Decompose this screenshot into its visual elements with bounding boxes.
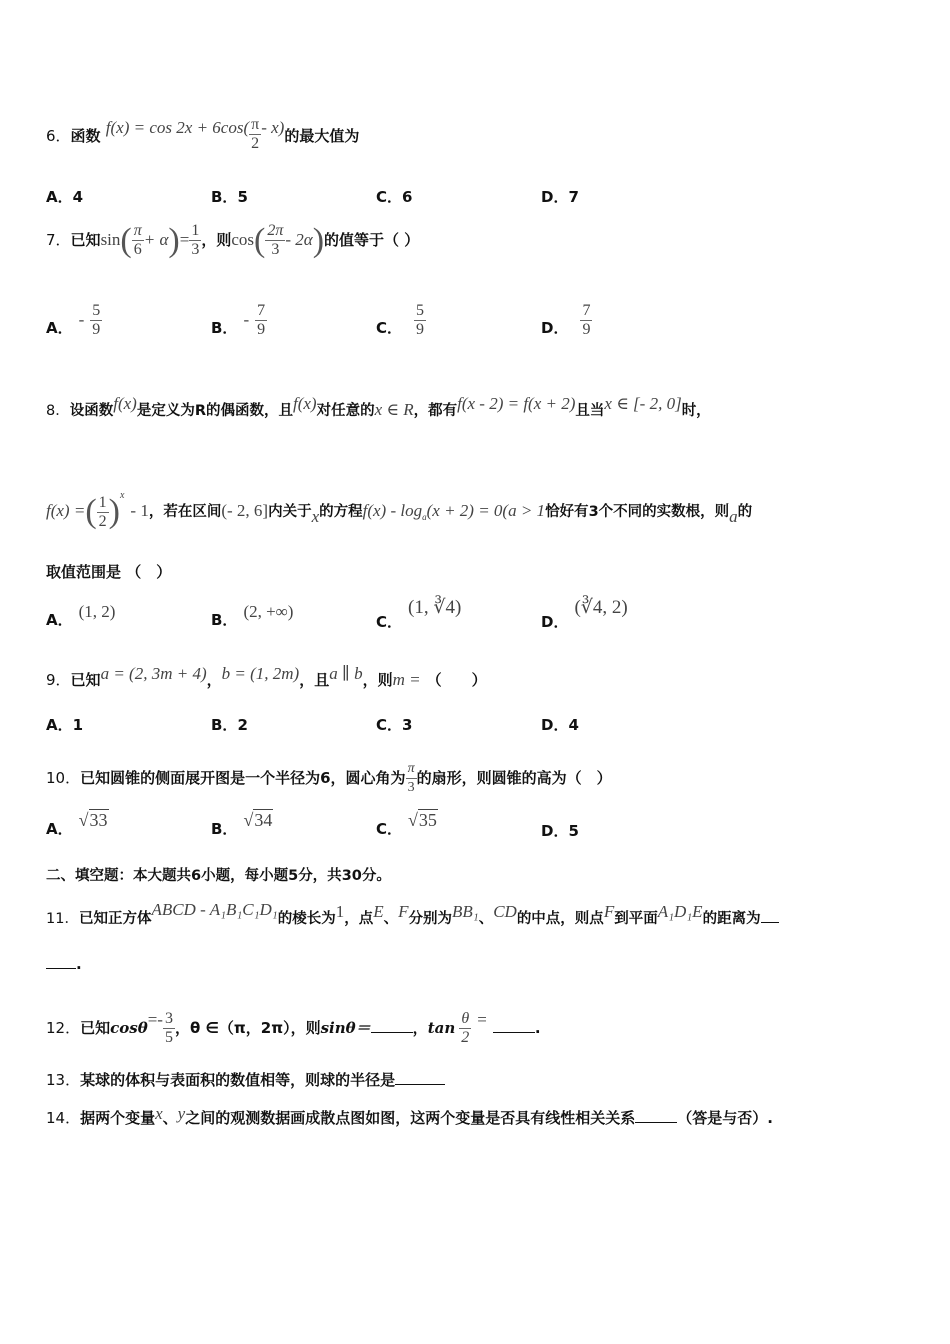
formula: (- 2, 6] <box>221 501 269 520</box>
question-10: 10．已知圆锥的侧面展开图是一个半径为6，圆心角为 $\frac{\pi}{3}$ 的扇形，则圆锥的高为（ ） <box>46 761 612 795</box>
question-14: 14．据两个变量x、y之间的观测数据画成散点图如图，这两个变量是否具有线性相关关系 （答是与否）. <box>46 1104 773 1127</box>
formula: f(x) <box>293 394 317 413</box>
question-number: 7． <box>46 231 71 249</box>
option-c[interactable]: C． √35 <box>376 810 437 838</box>
fraction: $\frac{2\pi}{3}$ <box>267 222 284 258</box>
option-d[interactable]: D．5 <box>541 822 579 840</box>
formula: ABCD - A₁B₁C₁D₁ <box>151 900 278 919</box>
option-a[interactable]: A．1 <box>46 716 84 734</box>
option-d[interactable]: D．(∛4, 2) <box>541 597 628 631</box>
question-7: 7．已知sin( $\frac{\pi}{6}$ + α)= $\frac{1}{3}$ ，则cos( $\frac{2\pi}{3}$ - 2α)的值等于（ ） <box>46 221 420 259</box>
option-a[interactable]: A．4 <box>46 188 84 206</box>
answer-blank[interactable] <box>395 1084 445 1085</box>
question-number: 9． <box>46 671 71 689</box>
question-text: 的值等于（ ） <box>324 231 420 249</box>
question-12: 12．已知cosθ=- $\frac{3}{5}$ ，θ ∈（π，2π），则sinθ＝ ，tan $\frac{\theta}{2}$ = . <box>46 1010 541 1046</box>
question-8-line-1: 8．设函数f(x)是定义为R的偶函数，且f(x)对任意的x ∈ R，都有f(x - 2) = f(x + 2)且当x ∈ [- 2, 0]时， <box>46 394 711 419</box>
formula: f(x) - log <box>362 501 423 520</box>
fraction: $\frac{\pi}{6}$ <box>133 222 142 258</box>
option-a[interactable]: A． (1, 2) <box>46 602 116 629</box>
question-text: 已知 <box>70 231 101 249</box>
answer-blank-tan[interactable] <box>493 1032 535 1033</box>
formula: - x) <box>261 118 285 137</box>
option-c[interactable]: C．3 <box>376 716 413 734</box>
question-number: 8． <box>46 403 70 419</box>
formula: cos <box>231 230 255 249</box>
option-a[interactable]: A． √33 <box>46 810 108 838</box>
option-a[interactable]: A． - $\frac{5}{9}$ <box>46 302 101 338</box>
answer-blank[interactable] <box>46 968 76 969</box>
option-b[interactable]: B． √34 <box>211 810 273 838</box>
question-8-line-2: f(x) =( $\frac{1}{2}$ )x- 1，若在区间(- 2, 6]内关于x的方程f(x) - loga(x + 2) = 0(a > 1恰好有3个不同的实数根，则a的 <box>46 490 753 530</box>
formula: - 1 <box>130 501 149 520</box>
formula: b = (1, 2m) <box>221 664 300 683</box>
question-11-cont: . <box>46 954 82 974</box>
question-number: 11． <box>46 911 79 927</box>
option-b[interactable]: B．5 <box>211 188 248 206</box>
option-d[interactable]: D．4 <box>541 716 579 734</box>
formula: = <box>179 230 190 249</box>
fraction: $\frac{\pi}{2}$ <box>251 116 260 152</box>
question-text: ，则 <box>201 231 232 249</box>
formula: x ∈ [- 2, 0] <box>604 394 682 413</box>
formula: x ∈ R <box>374 400 414 419</box>
question-number: 12． <box>46 1019 81 1037</box>
question-number: 6． <box>46 127 71 145</box>
formula: f(x) = cos 2x + 6cos( <box>105 118 250 137</box>
option-c[interactable]: C． $\frac{5}{9}$ <box>376 302 425 338</box>
question-number: 13． <box>46 1071 81 1089</box>
option-d[interactable]: D． $\frac{7}{9}$ <box>541 302 591 338</box>
fraction: $\frac{1}{3}$ <box>191 222 200 258</box>
answer-blank-sin[interactable] <box>371 1032 413 1033</box>
section-title: 二、填空题：本大题共6小题，每小题5分，共30分。 <box>46 868 391 884</box>
question-9: 9．已知a = (2, 3m + 4)，b = (1, 2m)，且a ∥ b，则m = （ ） <box>46 664 487 689</box>
question-6 <box>46 118 359 153</box>
option-b[interactable]: B．2 <box>211 716 248 734</box>
question-13: 13．某球的体积与表面积的数值相等，则球的半径是 <box>46 1070 445 1090</box>
option-d[interactable]: D．7 <box>541 188 579 206</box>
option-c[interactable]: C．6 <box>376 188 413 206</box>
option-b[interactable]: B． (2, +∞) <box>211 602 294 629</box>
formula: m = <box>392 670 421 689</box>
option-c[interactable]: C．(1, ∛4) <box>376 597 462 631</box>
question-8-line-3: 取值范围是 （ ） <box>46 563 172 581</box>
answer-blank[interactable] <box>635 1122 677 1123</box>
formula: + α <box>143 230 169 249</box>
formula: sin <box>100 230 121 249</box>
formula: - 2α <box>285 230 313 249</box>
question-text: 的最大值为 <box>284 127 360 145</box>
formula: f(x) = <box>46 501 86 520</box>
formula: (x + 2) = 0(a > 1 <box>426 501 546 520</box>
formula: a ∥ b <box>329 664 363 683</box>
question-number: 10． <box>46 769 81 787</box>
formula: a = (2, 3m + 4) <box>100 664 207 683</box>
option-b[interactable]: B． - $\frac{7}{9}$ <box>211 302 266 338</box>
question-11: 11．已知正方体ABCD - A₁B₁C₁D₁的棱长为1，点E、F分别为BB₁、CD的中点，则点F到平面A₁D₁E的距离为 <box>46 900 779 929</box>
formula: f(x - 2) = f(x + 2) <box>457 394 576 413</box>
formula: f(x) <box>113 394 137 413</box>
answer-blank[interactable] <box>761 922 779 923</box>
question-text: 函数 <box>70 127 101 145</box>
question-number: 14． <box>46 1109 81 1127</box>
